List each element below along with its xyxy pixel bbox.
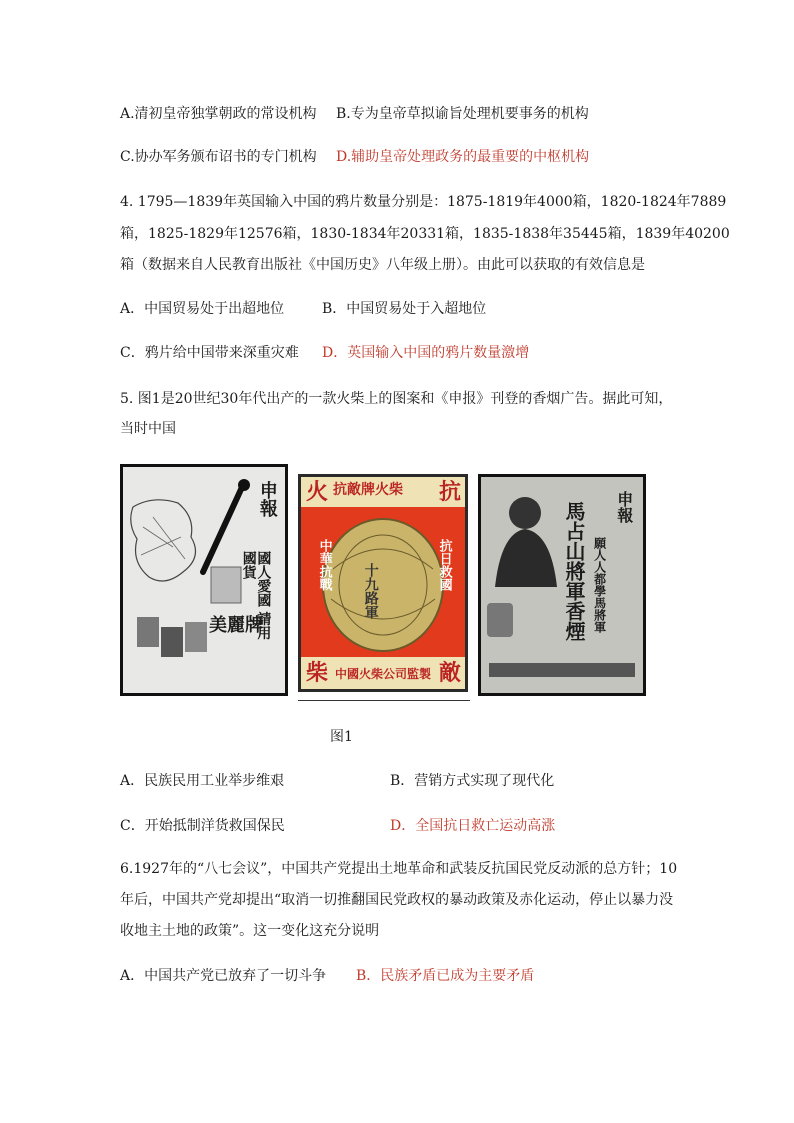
q5-stem-line-2: 当时中国	[120, 421, 176, 437]
q4-option-d: D．英国输入中国的鸦片数量激增	[322, 345, 530, 361]
q6-option-a: A．中国共产党已放弃了一切斗争	[120, 968, 327, 984]
q3-option-b: B.专为皇帝草拟谕旨处理机要事务的机构	[336, 106, 589, 122]
poster-ma-zhanshan	[478, 474, 646, 696]
poster-shenbao-meili	[120, 464, 288, 696]
q6-stem-line-3: 收地主土地的政策”。这一变化这充分说明	[120, 923, 380, 939]
matchbox-side-left: 中華抗戰	[316, 539, 332, 591]
matchbox-corner-br: 敵	[439, 659, 462, 686]
poster3-slogan: 願人人都學馬將軍	[592, 537, 607, 633]
q4-option-b: B．中国贸易处于入超地位	[322, 301, 487, 317]
poster1-slogan: 國人愛國 請用國貨	[240, 551, 272, 640]
q5-stem-line-1: 5. 图1是20世纪30年代出产的一款火柴上的图案和《申报》刊登的香烟广告。据此可知，	[120, 391, 673, 407]
q4-option-c: C．鸦片给中国带来深重灾难	[120, 345, 299, 361]
q3-option-a: A.清初皇帝独掌朝政的常设机构	[120, 106, 317, 122]
poster3-brand: 馬占山將軍香煙	[562, 501, 586, 641]
figure-caption: 图1	[330, 729, 353, 745]
poster1-brand: 美麗牌	[209, 615, 263, 636]
q6-stem-line-1: 6.1927年的“八七会议”，中国共产党提出土地革命和武装反抗国民党反动派的总方针；10	[120, 861, 678, 877]
matchbox-corner-tr: 抗	[439, 479, 462, 505]
matchbox-maker: 中國火柴公司監製	[335, 667, 432, 682]
q4-stem-line-3: 箱（数据来自人民教育出版社《中国历史》八年级上册）。由此可以获取的有效信息是	[120, 257, 645, 273]
figure-underline	[298, 700, 470, 701]
q3-option-d: D.辅助皇帝处理政务的最重要的中枢机构	[336, 149, 590, 165]
q3-option-c: C.协办军务颁布诏书的专门机构	[120, 149, 317, 165]
q5-option-c: C．开始抵制洋货救国保民	[120, 818, 285, 834]
matchbox-top-text: 抗敵牌火柴	[333, 482, 403, 498]
matchbox-center: 十九路軍	[362, 563, 379, 619]
matchbox-side-right: 抗日救國	[436, 539, 452, 591]
matchbox-corner-bl: 柴	[306, 659, 329, 686]
q4-stem-line-1: 4. 1795—1839年英国输入中国的鸦片数量分别是：1875-1819年4000箱，1820-1824年7889	[120, 194, 727, 210]
poster3-title: 申報	[614, 491, 634, 523]
q5-option-d: D．全国抗日救亡运动高涨	[390, 818, 556, 834]
q5-option-b: B．营销方式实现了现代化	[390, 773, 555, 789]
q4-option-a: A．中国贸易处于出超地位	[120, 301, 285, 317]
q4-stem-line-2: 箱，1825-1829年12576箱，1830-1834年20331箱，1835-1838年35445箱，1839年40200	[120, 226, 730, 242]
poster1-title: 申報	[256, 481, 278, 517]
matchbox-corner-tl: 火	[306, 479, 329, 505]
poster-matchbox	[298, 474, 468, 692]
q6-stem-line-2: 年后，中国共产党却提出“取消一切推翻国民党政权的暴动政策及赤化运动，停止以暴力没	[120, 892, 674, 908]
figure-1	[118, 462, 648, 702]
q6-option-b: B．民族矛盾已成为主要矛盾	[356, 968, 535, 984]
q5-option-a: A．民族民用工业举步维艰	[120, 773, 285, 789]
